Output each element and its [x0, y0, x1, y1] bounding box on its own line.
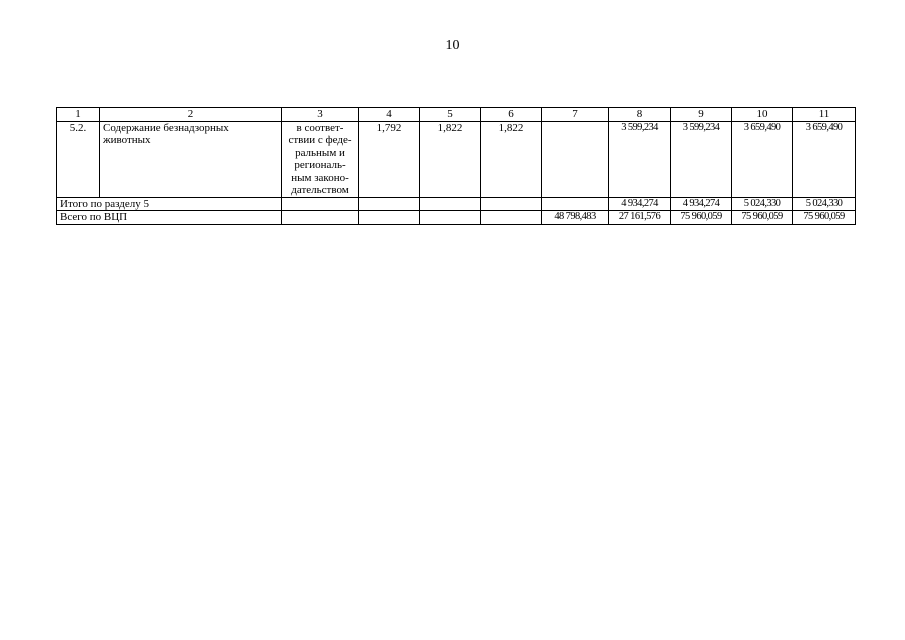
column-header: 3 — [282, 108, 359, 122]
column-header: 8 — [609, 108, 671, 122]
legal-basis-cell: в соответ- ствии с феде- ральным и региональ- ным законо- дательством — [282, 121, 359, 197]
value-cell: 4 934,274 — [671, 197, 732, 211]
value-cell: 5 024,330 — [793, 197, 856, 211]
value-cell: 3 599,234 — [671, 121, 732, 197]
section-total-label: Итого по разделу 5 — [57, 197, 282, 211]
value-cell: 75 960,059 — [732, 211, 793, 225]
empty-cell — [282, 197, 359, 211]
activity-name-cell: Содержание безнадзорных животных — [100, 121, 282, 197]
program-budget-table — [56, 107, 856, 225]
empty-cell — [420, 211, 481, 225]
column-header: 6 — [481, 108, 542, 122]
empty-cell — [481, 197, 542, 211]
page-number: 10 — [445, 38, 460, 53]
value-cell: 4 934,274 — [609, 197, 671, 211]
row-number-cell: 5.2. — [57, 121, 100, 197]
empty-cell — [359, 197, 420, 211]
column-header: 1 — [57, 108, 100, 122]
column-header: 10 — [732, 108, 793, 122]
column-header: 7 — [542, 108, 609, 122]
value-cell: 3 599,234 — [609, 121, 671, 197]
grand-total-row — [57, 211, 856, 225]
column-header: 4 — [359, 108, 420, 122]
value-cell: 75 960,059 — [793, 211, 856, 225]
value-cell: 5 024,330 — [732, 197, 793, 211]
value-cell: 1,792 — [359, 121, 420, 197]
value-cell: 3 659,490 — [732, 121, 793, 197]
table-row — [57, 121, 856, 197]
value-cell: 48 798,483 — [542, 211, 609, 225]
empty-cell — [542, 197, 609, 211]
empty-cell — [359, 211, 420, 225]
value-cell: 27 161,576 — [609, 211, 671, 225]
value-cell: 1,822 — [420, 121, 481, 197]
empty-cell — [420, 197, 481, 211]
column-header: 11 — [793, 108, 856, 122]
value-cell — [542, 121, 609, 197]
empty-cell — [481, 211, 542, 225]
column-header: 2 — [100, 108, 282, 122]
column-header: 9 — [671, 108, 732, 122]
value-cell: 1,822 — [481, 121, 542, 197]
grand-total-label: Всего по ВЦП — [57, 211, 282, 225]
value-cell: 75 960,059 — [671, 211, 732, 225]
column-header: 5 — [420, 108, 481, 122]
column-number-header-row — [57, 108, 856, 122]
section-total-row — [57, 197, 856, 211]
empty-cell — [282, 211, 359, 225]
value-cell: 3 659,490 — [793, 121, 856, 197]
